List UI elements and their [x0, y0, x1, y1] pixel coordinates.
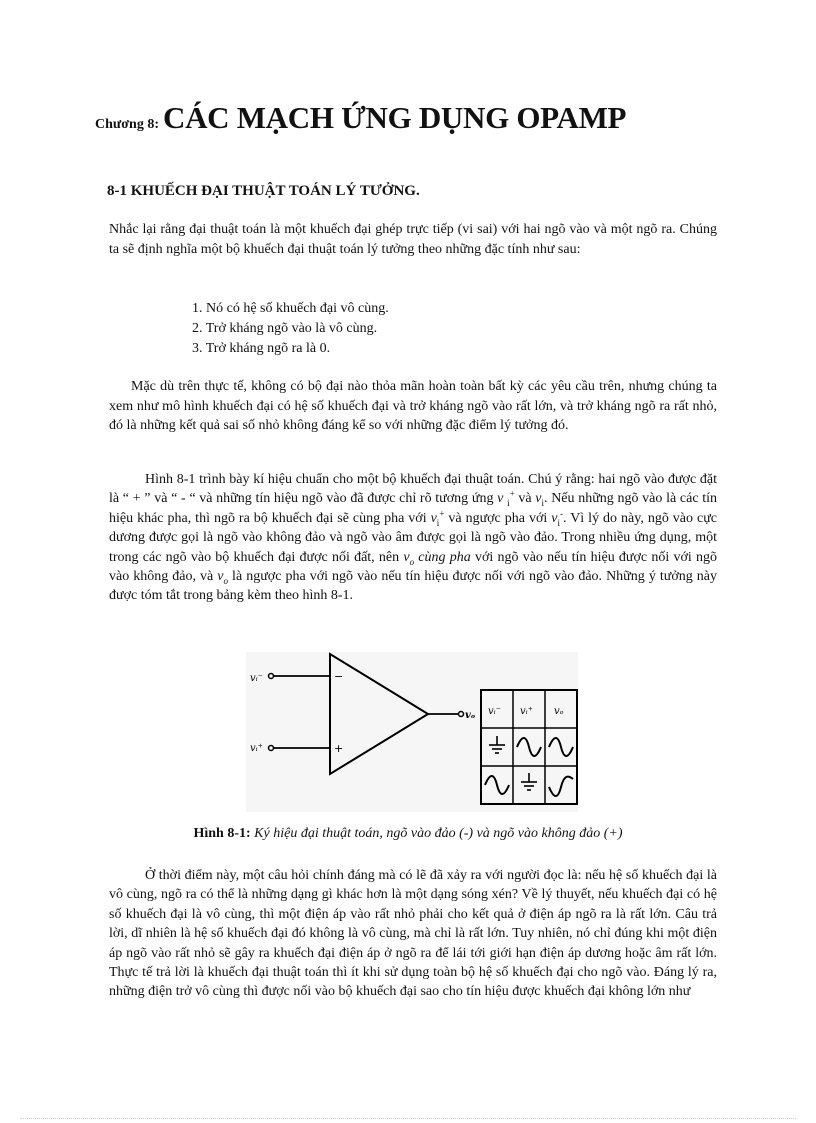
plus-sign: +	[334, 742, 344, 755]
section-title: 8-1 KHUẾCH ĐẠI THUẬT TOÁN LÝ TƯỞNG.	[107, 183, 420, 199]
paragraph-intro: Nhắc lại rằng đại thuật toán là một khuếch đại ghép trực tiếp (vi sai) với hai ngõ vào và một ngõ ra. Chúng ta sẽ định nghĩa một bộ khuếch đại thuật toán lý tưởng theo những đặc tính như sau:	[109, 222, 717, 257]
output-label: vₒ	[465, 710, 476, 721]
input-noninverting-label: vᵢ⁺	[250, 743, 263, 754]
list-item: 3. Trở kháng ngõ ra là 0.	[192, 341, 331, 356]
paragraph-discussion: Ở thời điểm này, một câu hỏi chính đáng mà có lẽ đã xảy ra với người đọc là: nếu hệ số khuếch đại là vô cùng, ngõ ra có thể là những dạng gì khác hơn là một dạng sóng xén? Về lý thuyết, nếu khuếch đại có hệ số khuếch đại là vô cùng, thì một điện áp vào rất nhỏ phải cho kết quả ở điện áp ngõ ra là rất lớn. Câu trả lời, dĩ nhiên là hệ số khuếch đại đó không là vô cùng, mà chỉ là rất lớn. Tuy nhiên, nó chỉ đúng khi một điện áp ngõ vào rất nhỏ sẽ gây ra khuếch đại điện áp ở ngõ ra để lái tới giới hạn điện áp dương hoặc âm rất lớn. Thực tế trả lời là khuếch đại thuật toán thì ít khi sử dụng toàn bộ hệ số khuếch đại cho ngõ vào. Đáng lý ra, những điện trở vô cùng thì được nối vào bộ khuếch đại sao cho tín hiệu được khuếch đại không lớn như	[109, 868, 717, 1000]
list-item: 2. Trở kháng ngõ vào là vô cùng.	[192, 321, 378, 336]
table-header: vᵢ⁺	[520, 706, 533, 717]
table-header: vᵢ⁻	[488, 706, 501, 717]
opamp-figure	[246, 652, 578, 812]
minus-sign: −	[334, 670, 344, 683]
page-bottom-divider	[20, 1118, 796, 1119]
table-header: vₒ	[554, 706, 564, 717]
ideal-properties-list	[192, 299, 389, 359]
chapter-title: CÁC MẠCH ỨNG DỤNG OPAMP	[163, 100, 627, 135]
list-item: 1. Nó có hệ số khuếch đại vô cùng.	[192, 301, 389, 316]
chapter-heading	[95, 100, 626, 136]
chapter-prefix: Chương 8:	[95, 117, 159, 132]
paragraph-practical: Mặc dù trên thực tế, không có bộ đại nào thỏa mãn hoàn toàn bất kỳ các yêu cầu trên, nhưng chúng ta xem như mô hình khuếch đại có hệ số khuếch đại và trở kháng ngõ vào rất lớn, và trở kháng ngõ ra rất nhỏ, đó là những kết quả sai số nhỏ không đáng kể so với những đặc điểm lý tưởng đó.	[109, 379, 717, 434]
figure-caption: Hình 8-1: Ký hiệu đại thuật toán, ngõ vào đảo (-) và ngõ vào không đảo (+)	[193, 826, 623, 841]
paragraph-figure-description: Hình 8-1 trình bày kí hiệu chuẩn cho một bộ khuếch đại thuật toán. Chú ý rằng: hai ngõ vào được đặt là “ + ” và “ - “ và những tín hiệu ngõ vào đã được chỉ rõ tương ứng v $_i$+ và $v_i$. Nếu những ngõ vào là các tín hiệu khác pha, thì ngõ ra bộ khuếch đại sẽ cùng pha với $v_i^+$ và ngược pha với $v_i^-$. Vì lý do này, ngõ vào cực dương được gọi là ngõ vào không đảo và ngõ vào âm được gọi là ngõ vào đảo. Trong nhiều ứng dụng, một trong các ngõ vào bộ khuếch đại được nối đất, nên $v_o$ cùng pha với ngõ vào nếu tín hiệu được nối với ngõ vào không đảo, và $v_o$ là ngược pha với ngõ vào nếu tín hiệu được nối với ngõ vào đảo. Những ý tưởng này được tóm tắt trong bảng kèm theo hình 8-1.	[109, 472, 718, 604]
input-inverting-label: vᵢ⁻	[250, 673, 263, 684]
